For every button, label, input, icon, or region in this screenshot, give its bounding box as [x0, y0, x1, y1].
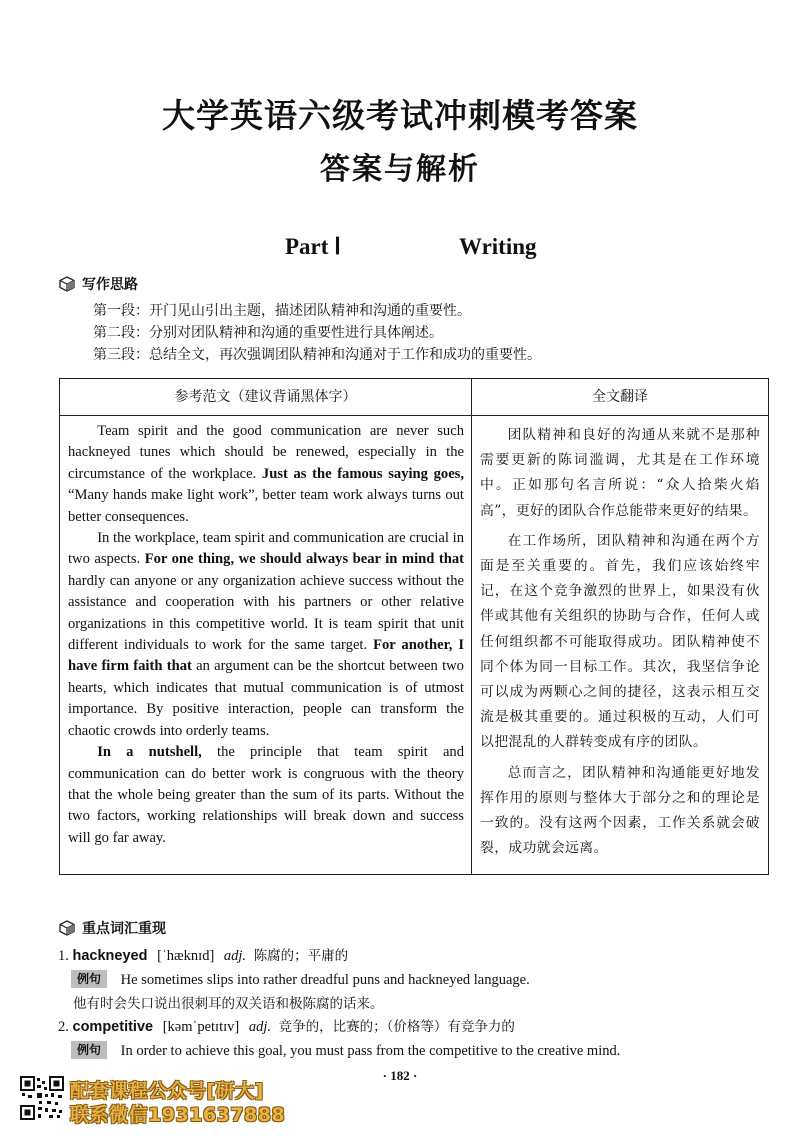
essay-text-run: “Many hands make light work”, better team work always turns out better consequences. [68, 487, 464, 525]
model-essay-paragraph [68, 742, 464, 849]
essay-text-run: hardly can anyone or any organization achieve success without the assistance and cooperation with his partners or other relative organizations in this competitive world. It is team spirit that unit different individuals to work for the same target. [68, 572, 464, 654]
outline-line: 第三段：总结全文，再次强调团队精神和沟通对于工作和成功的重要性。 [93, 347, 541, 363]
key-phrase: Just as the famous saying goes, [261, 465, 464, 482]
vocab-number: 2. [58, 1019, 69, 1035]
essay-text-run: the principle that team spirit and communication can do better work is congruous with the theory that the whole being greater than the sum of its parts. Without the two factors, working relationships will break down and success will go far away. [68, 744, 465, 846]
essay-text-run: In the workplace, team spirit and communication are crucial in two aspects. [68, 530, 464, 568]
example-tag: 例句 [71, 1041, 107, 1059]
model-essay-paragraph [68, 421, 464, 528]
example-english: In order to achieve this goal, you must pass from the competitive to the creative mind. [120, 1043, 621, 1059]
part-name: Writing [459, 234, 537, 259]
example-sentence [58, 968, 778, 992]
vocab-entry [58, 1015, 778, 1039]
model-essay-text [68, 421, 464, 849]
essay-table [59, 378, 769, 875]
vocab-pos: adj. [248, 1019, 272, 1035]
writing-outline-heading [58, 273, 138, 295]
model-essay-header: 参考范文（建议背诵黑体字） [174, 389, 357, 405]
qr-code-icon [20, 1076, 64, 1120]
translation-paragraph: 团队精神和良好的沟通从来就不是那种需要更新的陈词滥调，尤其是在工作环境中。正如那句名言所说：“众人拾柴火焰高”，更好的团队合作总能带来更好的结果。 [480, 427, 760, 519]
part-label: Part Ⅰ [285, 234, 341, 259]
vocab-phonetic: [ˈhæknɪd] [157, 948, 215, 964]
example-english: He sometimes slips into rather dreadful puns and hackneyed language. [120, 972, 530, 988]
key-phrase: For one thing, we should always bear in mind that [144, 551, 465, 568]
page-subtitle: 答案与解析 [320, 152, 480, 187]
page-number: · 182 · [382, 1068, 418, 1083]
outline-list [93, 300, 773, 366]
column-divider [471, 379, 472, 874]
vocab-entry-block [58, 1015, 778, 1063]
vocab-number: 1. [58, 948, 69, 964]
page-title: 大学英语六级考试冲刺模考答案 [162, 96, 638, 135]
example-chinese: 他有时会失口说出很刺耳的双关语和极陈腐的话来。 [73, 996, 384, 1012]
outline-line: 第一段：开门见山引出主题，描述团队精神和沟通的重要性。 [93, 303, 471, 319]
outline-line: 第二段：分别对团队精神和沟通的重要性进行具体阐述。 [93, 325, 443, 341]
section-heading-label: 写作思路 [82, 277, 138, 293]
vocab-pos: adj. [223, 948, 247, 964]
translation-header: 全文翻译 [592, 389, 648, 405]
translation-paragraph: 在工作场所，团队精神和沟通在两个方面是至关重要的。首先，我们应该始终牢记，在这个竞争激烈的世界上，如果没有伙伴或其他有关组织的协助与合作，任何人或任何组织都不可能取得成功。团队精神使不同个体为同一目标工作。其次，我坚信争论可以成为两颗心之间的捷径，这表示相互交流是极其重要的。通过积极的互动，人们可以把混乱的人群转变成有序的团队。 [480, 532, 760, 751]
cube-icon [58, 920, 76, 936]
promo-watermark: 联系微信1931637888 [70, 1104, 286, 1126]
key-phrase: For another, I have firm faith that [68, 637, 464, 675]
key-phrase: In a nutshell, [97, 744, 202, 761]
vocab-meaning: 竞争的，比赛的；（价格等）有竞争力的 [278, 1019, 515, 1035]
example-sentence [58, 1039, 778, 1063]
example-tag: 例句 [71, 970, 107, 988]
essay-text-run: Team spirit and the good communication are never such hackneyed tunes which should be renewed, especially in the circumstance of the workplace. [68, 423, 464, 482]
cube-icon [58, 276, 76, 292]
translation-text [480, 423, 760, 861]
vocab-word: hackneyed [72, 948, 148, 964]
header-divider [60, 415, 768, 416]
translation-paragraph: 总而言之，团队精神和沟通能更好地发挥作用的原则与整体大于部分之和的理论是一致的。没有这两个因素，工作关系就会破裂，成功就会远离。 [480, 764, 760, 857]
model-essay-paragraph [68, 528, 464, 742]
vocab-entry [58, 944, 778, 968]
vocab-heading [58, 917, 166, 939]
vocab-phonetic: [kəmˈpetɪtɪv] [162, 1019, 240, 1035]
vocab-word: competitive [72, 1019, 154, 1035]
vocab-entry-block [58, 944, 778, 1016]
section-heading-label: 重点词汇重现 [82, 921, 166, 937]
promo-watermark: 配套课程公众号[研大] [70, 1080, 264, 1102]
vocab-meaning: 陈腐的；平庸的 [253, 948, 349, 964]
part-heading [285, 234, 585, 266]
essay-text-run: an argument can be the shortcut between two hearts, which indicates that mutual communication is of utmost importance. By positive interaction, people can transform the chaotic crowds into orderly teams. [68, 658, 464, 739]
